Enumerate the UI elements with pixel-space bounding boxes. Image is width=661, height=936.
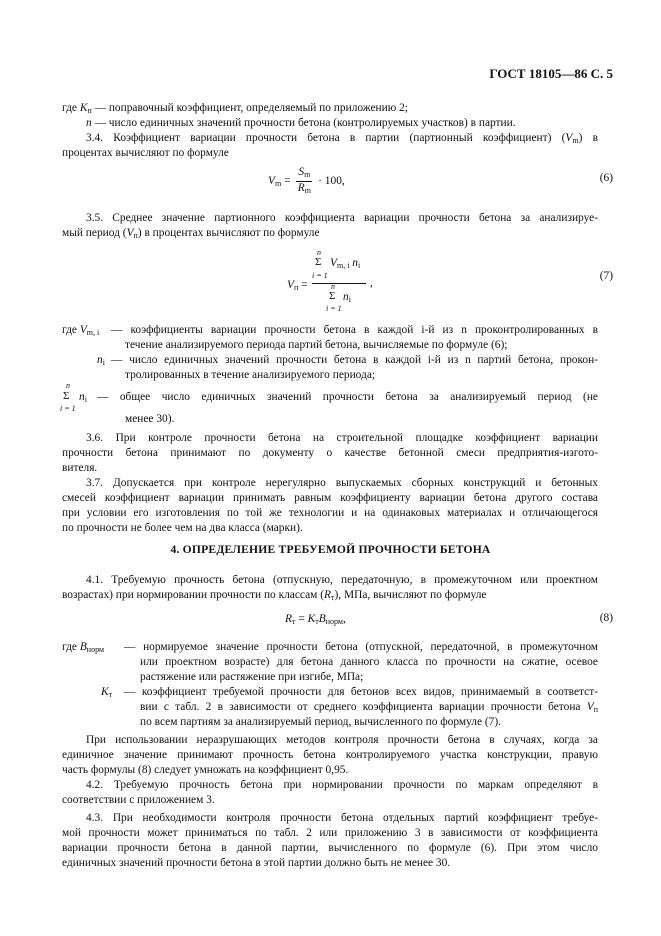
where-kt-line2: вии с табл. 2 в зависимости от среднего коэффициента вариации прочности бетона $V_п$ bbox=[140, 701, 598, 714]
sum-upper-limit: n bbox=[317, 248, 321, 257]
where-sum-line2: менее 30). bbox=[125, 413, 175, 425]
formula-6: $V_m$ = $\frac{S_m}{R_m}$ · 100, bbox=[268, 166, 345, 195]
where-bnorm-line3: растяжение или растяжение при изгибе, МПа; bbox=[140, 671, 364, 683]
den-sum-sign: Σ bbox=[329, 290, 336, 302]
where-sum-line1: — общее число единичных значений прочности бетона за анализируемый период (не bbox=[97, 391, 598, 403]
fraction-bar bbox=[312, 283, 366, 284]
paragraph-4-3-l3: вариации прочности бетона в данной партии, вычисленного по формуле (6). При этом число bbox=[62, 842, 598, 854]
where-bnorm-line1: — нормируемое значение прочности бетона (отпускной, передаточной, в промежуточном bbox=[124, 641, 598, 653]
paragraph-3-5-cont: мый период $(V_п)$ в процентах вычисляют по формуле bbox=[62, 227, 320, 240]
formula-8: $R_т = K_тB_{норм}$, bbox=[285, 613, 346, 626]
where-bnorm-label: где $B_{норм}$ bbox=[62, 641, 105, 654]
where-vmi-label: где $V_{m, i}$ bbox=[62, 324, 100, 337]
where-kt-line3: по всем партиям за анализируемый период, вычисленного по формуле (7). bbox=[140, 716, 501, 728]
formula-7-comma: , bbox=[370, 277, 373, 289]
formula-6-number: (6) bbox=[599, 172, 613, 184]
where-ni-label: $n_i$ bbox=[97, 354, 105, 367]
paragraph-3-6-l3: вителя. bbox=[62, 462, 98, 474]
paragraph-4-3-l2: мой прочности может приниматься по табл. 2 или приложению 3 в зависимости от коэффициента bbox=[62, 827, 598, 839]
numerator-term: $V_{m, i}$ $n_i$ bbox=[330, 257, 361, 270]
formula-8-number: (8) bbox=[599, 612, 613, 624]
paragraph-4-1-l2: возрастах) при нормировании прочности по классам $(R_т)$, МПа, вычисляют по формуле bbox=[62, 589, 487, 602]
where-vmi-line1: — коэффициенты вариации прочности бетона в каждой i-й из n проконтролированных в bbox=[111, 324, 598, 336]
sum-sign: Σ bbox=[315, 256, 322, 268]
sum-lower-limit: i = 1 bbox=[312, 271, 328, 280]
paragraph-3-4-cont: процентах вычисляют по формуле bbox=[62, 147, 229, 159]
paragraph-3-7: 3.7. Допускается при контроле нерегулярно выпускаемых сборных конструкций и бетонных bbox=[86, 477, 598, 489]
paragraph-ndt-l2: единичное значение принимают прочность бетона контролируемого участка конструкции, правую bbox=[62, 749, 598, 761]
paragraph-ndt: При использовании неразрушающих методов контроля прочности бетона в случаях, когда за bbox=[86, 734, 598, 746]
where-kt-label: $K_т$ bbox=[101, 686, 113, 699]
den-sum-upper-limit: n bbox=[331, 282, 335, 291]
sum-ni-upper: n bbox=[66, 381, 70, 390]
definition-kn: где $K_п$ — поправочный коэффициент, определяемый по приложению 2; bbox=[62, 102, 408, 115]
paragraph-4-2-l2: соответствии с приложением 3. bbox=[62, 794, 215, 806]
paragraph-3-4: 3.4. Коэффициент вариации прочности бетона в партии (партионный коэффициент) $(V_m)$ в bbox=[86, 132, 598, 145]
paragraph-3-6: 3.6. При контроле прочности бетона на строительной площадке коэффициент вариации bbox=[86, 432, 598, 444]
paragraph-3-7-l2: смесей коэффициент вариации принимать равным коэффициенту вариации бетона другого состава bbox=[62, 492, 598, 504]
where-ni-line1: — число единичных значений прочности бетона в каждой i-й из n партий бетона, прокон- bbox=[111, 354, 598, 366]
where-ni-line2: тролированных в течение анализируемого периода; bbox=[125, 369, 376, 381]
denominator-term: $n_i$ bbox=[343, 291, 351, 304]
den-sum-lower-limit: i = 1 bbox=[326, 304, 342, 313]
paragraph-3-6-l2: прочности бетона принимают по документу о качестве бетонной смеси предприятия-изгото- bbox=[62, 447, 598, 459]
paragraph-3-5: 3.5. Среднее значение партионного коэффициента вариации прочности бетона за анализируе- bbox=[86, 212, 598, 224]
fraction: $\frac{S_m}{R_m}$ bbox=[297, 166, 311, 195]
paragraph-4-2: 4.2. Требуемую прочность бетона при нормировании прочности по маркам определяют в bbox=[86, 779, 598, 791]
formula-7-lhs: $V_п$ = bbox=[287, 279, 308, 292]
page-header: ГОСТ 18105—86 С. 5 bbox=[489, 66, 613, 81]
paragraph-4-1: 4.1. Требуемую прочность бетона (отпускную, передаточную, в промежуточном или проектном bbox=[86, 574, 598, 586]
section-4-heading: 4. ОПРЕДЕЛЕНИЕ ТРЕБУЕМОЙ ПРОЧНОСТИ БЕТОНА bbox=[170, 543, 491, 556]
paragraph-3-7-l4: по прочности не более чем на два класса (марки). bbox=[62, 522, 303, 534]
paragraph-3-7-l3: при условии его изготовления по той же технологии и на одинаковых материалах и отличающегося bbox=[62, 507, 598, 519]
paragraph-4-3: 4.3. При необходимости контроля прочности бетона отдельных партий коэффициент требуе- bbox=[86, 812, 598, 824]
sum-ni-term: $n_i$ bbox=[79, 391, 87, 404]
formula-7-number: (7) bbox=[599, 270, 613, 282]
sum-ni-sign: Σ bbox=[63, 390, 70, 402]
sum-ni-lower: i = 1 bbox=[60, 404, 76, 413]
definition-n: n — число единичных значений прочности бетона (контролируемых участков) в партии. bbox=[86, 117, 516, 129]
where-kt-line1: — коэффициент требуемой прочности для бетонов всех видов, принимаемый в соответст- bbox=[124, 686, 598, 698]
where-vmi-line2: течение анализируемого периода партий бетона, вычисляемые по формуле (6); bbox=[125, 339, 508, 351]
where-bnorm-line2: или проектном возрасте) для бетона данного класса по прочности на сжатие, осевое bbox=[140, 656, 598, 668]
paragraph-ndt-l3: часть формулы (8) следует умножать на коэффициент 0,95. bbox=[62, 764, 349, 776]
paragraph-4-3-l4: единичных значений прочности бетона в этой партии должно быть не менее 30. bbox=[62, 857, 451, 869]
